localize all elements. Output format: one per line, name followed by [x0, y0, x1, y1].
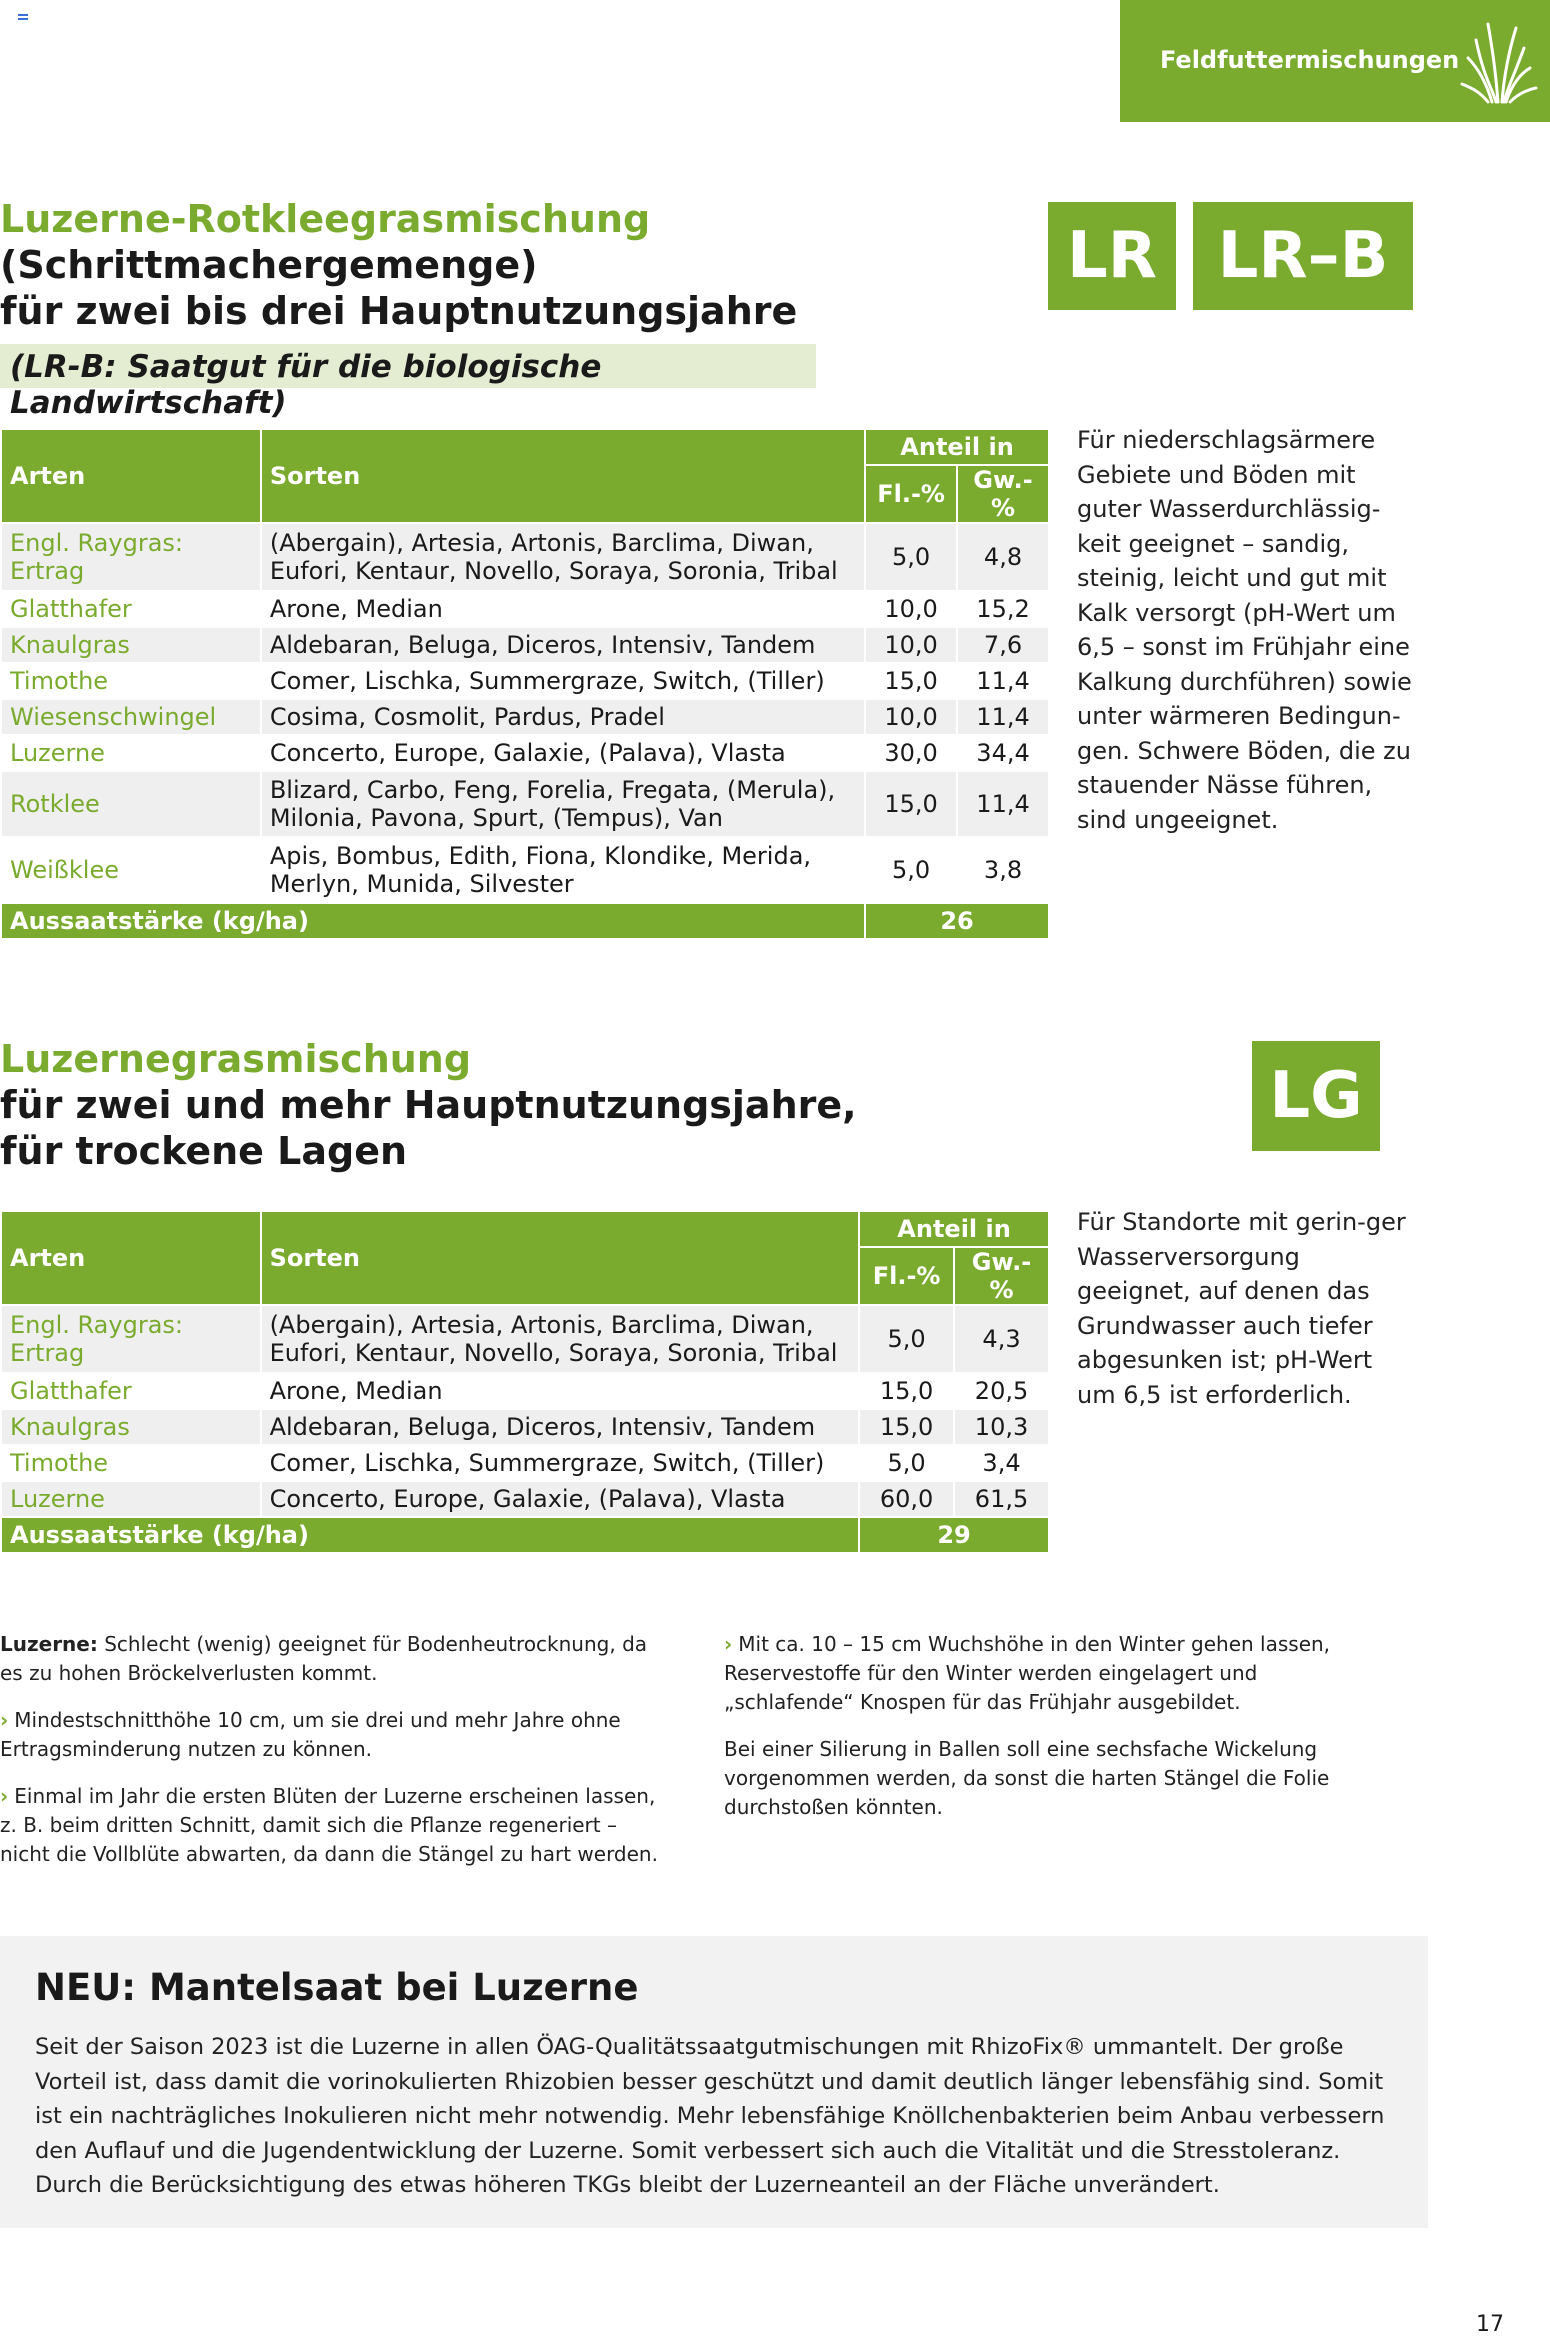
- footer-label: Aussaatstärke (kg/ha): [1, 1517, 859, 1553]
- table-footer: [1, 903, 1049, 939]
- sorten-cell: Blizard, Carbo, Feng, Forelia, Fregata, (Merula), Milonia, Pavona, Spurt, (Tempus), Van: [261, 771, 865, 837]
- fl-cell: 5,0: [859, 1305, 954, 1373]
- art-cell: Timothe: [1, 1445, 261, 1481]
- mix2-conditions: für trockene Lagen: [0, 1129, 408, 1173]
- sorten-cell: (Abergain), Artesia, Artonis, Barclima, Diwan, Eufori, Kentaur, Novello, Soraya, Soronia, Tribal: [261, 1305, 860, 1373]
- grass-plant-icon: [1458, 18, 1538, 104]
- badge-lg: LG: [1252, 1041, 1380, 1151]
- fl-cell: 10,0: [865, 627, 957, 663]
- fl-cell: 5,0: [859, 1445, 954, 1481]
- col-anteil: Anteil in: [859, 1211, 1049, 1247]
- fl-cell: 5,0: [865, 523, 957, 591]
- table-row: [1, 663, 1049, 699]
- table-row: [1, 1305, 1049, 1373]
- sorten-cell: Cosima, Cosmolit, Pardus, Pradel: [261, 699, 865, 735]
- footer-value: 26: [865, 903, 1049, 939]
- gw-cell: 4,8: [957, 523, 1049, 591]
- sorten-cell: Aldebaran, Beluga, Diceros, Intensiv, Tandem: [261, 627, 865, 663]
- table-row: [1, 591, 1049, 627]
- gw-cell: 3,4: [954, 1445, 1049, 1481]
- art-cell: Knaulgras: [1, 627, 261, 663]
- note-bullet: › Mindestschnitthöhe 10 cm, um sie drei und mehr Jahre ohne Ertragsminderung nutzen zu können.: [0, 1708, 621, 1761]
- gw-cell: 3,8: [957, 837, 1049, 903]
- col-arten: Arten: [1, 429, 261, 523]
- fl-cell: 30,0: [865, 735, 957, 771]
- gw-cell: 20,5: [954, 1373, 1049, 1409]
- table-row: [1, 1373, 1049, 1409]
- art-cell: Rotklee: [1, 771, 261, 837]
- gw-cell: 4,3: [954, 1305, 1049, 1373]
- sorten-cell: Concerto, Europe, Galaxie, (Palava), Vlasta: [261, 735, 865, 771]
- section-tab: [1120, 0, 1550, 122]
- chevron-right-icon: ›: [0, 1784, 9, 1808]
- mix2-description: Für Standorte mit gerin-ger Wasserversorgung geeignet, auf denen das Grundwasser auch tiefer abgesunken ist; pH-Wert um 6,5 ist erforderlich.: [1077, 1208, 1406, 1409]
- fl-cell: 15,0: [859, 1373, 954, 1409]
- mix1-bio-note: (LR-B: Saatgut für die biologische Landwirtschaft): [0, 344, 816, 388]
- note-bullet: › Einmal im Jahr die ersten Blüten der Luzerne erscheinen lassen, z. B. beim dritten Schnitt, damit sich die Pflanze regeneriert – nicht die Vollblüte abwarten, da dann die Stängel zu hart werden.: [0, 1784, 658, 1866]
- table-row: [1, 1481, 1049, 1517]
- table-row: [1, 523, 1049, 591]
- fl-cell: 10,0: [865, 591, 957, 627]
- sorten-cell: Concerto, Europe, Galaxie, (Palava), Vlasta: [261, 1481, 860, 1517]
- table-row: [1, 735, 1049, 771]
- art-cell: Luzerne: [1, 1481, 261, 1517]
- fl-cell: 5,0: [865, 837, 957, 903]
- box-text: Seit der Saison 2023 ist die Luzerne in allen ÖAG-Qualitätssaatgutmischungen mit RhizoFix® ummantelt. Der große Vorteil ist, dass damit die vorinokulierten Rhizobien besser geschützt und damit deutlich länger lebensfähig sind. Somit ist ein nachträgliches Inokulieren nicht mehr notwendig. Mehr lebensfähige Knöllchenbakterien beim Anbau verbessern den Auflauf und die Jugendentwicklung der Luzerne. Somit verbessert sich auch die Vitalität und die Stresstoleranz. Durch die Berücksichtigung des etwas höheren TKGs bleibt der Luzerneanteil an der Fläche unverändert.: [35, 2034, 1385, 2198]
- sorten-cell: Arone, Median: [261, 1373, 860, 1409]
- mix1-description: Für niederschlagsärmere Gebiete und Böden mit guter Wasserdurchlässig-keit geeignet – sandig, steinig, leicht und gut mit Kalk versorgt (pH-Wert um 6,5 – sonst im Frühjahr eine Kalkung durchführen) sowie unter wärmeren Bedingun-gen. Schwere Böden, die zu stauender Nässe führen, sind ungeeignet.: [1077, 426, 1412, 834]
- info-box: [0, 1936, 1428, 2228]
- badge-lr: LR: [1048, 202, 1176, 310]
- art-cell: Luzerne: [1, 735, 261, 771]
- art-cell: Engl. Raygras: Ertrag: [1, 1305, 261, 1373]
- col-arten: Arten: [1, 1211, 261, 1305]
- chevron-right-icon: ›: [0, 1708, 9, 1732]
- gw-cell: 11,4: [957, 699, 1049, 735]
- note-bullet: › Mit ca. 10 – 15 cm Wuchshöhe in den Winter gehen lassen, Reservestoffe für den Winter werden eingelagert und „schlafende“ Knospen für das Frühjahr ausgebildet.: [724, 1632, 1331, 1714]
- table-row: [1, 1409, 1049, 1445]
- col-gw: Gw.-%: [957, 465, 1049, 523]
- gw-cell: 7,6: [957, 627, 1049, 663]
- mix1-subtitle: (Schrittmachergemenge): [0, 243, 538, 287]
- sorten-cell: Arone, Median: [261, 591, 865, 627]
- chevron-right-icon: ›: [724, 1632, 733, 1656]
- col-fl: Fl.-%: [859, 1247, 954, 1305]
- gw-cell: 61,5: [954, 1481, 1049, 1517]
- table-row: [1, 771, 1049, 837]
- art-cell: Knaulgras: [1, 1409, 261, 1445]
- fl-cell: 15,0: [865, 663, 957, 699]
- badge-lr-b: LR–B: [1193, 202, 1413, 310]
- mix1-table: [0, 428, 1050, 940]
- mix1-usage: für zwei bis drei Hauptnutzungsjahre: [0, 289, 798, 333]
- gw-cell: 15,2: [957, 591, 1049, 627]
- sorten-cell: Apis, Bombus, Edith, Fiona, Klondike, Merida, Merlyn, Munida, Silvester: [261, 837, 865, 903]
- mix2-title: Luzernegrasmischung: [0, 1037, 472, 1081]
- table-row: [1, 837, 1049, 903]
- art-cell: Glatthafer: [1, 1373, 261, 1409]
- table-row: [1, 699, 1049, 735]
- notes-left: [0, 1630, 660, 1887]
- art-cell: Glatthafer: [1, 591, 261, 627]
- col-anteil: Anteil in: [865, 429, 1049, 465]
- art-cell: Wiesenschwingel: [1, 699, 261, 735]
- fl-cell: 15,0: [859, 1409, 954, 1445]
- art-cell: Engl. Raygras: Ertrag: [1, 523, 261, 591]
- fl-cell: 10,0: [865, 699, 957, 735]
- table-footer: [1, 1517, 1049, 1553]
- col-gw: Gw.-%: [954, 1247, 1049, 1305]
- col-sorten: Sorten: [261, 429, 865, 523]
- box-title: NEU: Mantelsaat bei Luzerne: [35, 1966, 639, 2009]
- table-row: [1, 627, 1049, 663]
- page-marker-icon: [18, 14, 28, 22]
- art-cell: Weißklee: [1, 837, 261, 903]
- gw-cell: 34,4: [957, 735, 1049, 771]
- fl-cell: 60,0: [859, 1481, 954, 1517]
- table-row: [1, 1445, 1049, 1481]
- gw-cell: 11,4: [957, 663, 1049, 699]
- sorten-cell: (Abergain), Artesia, Artonis, Barclima, Diwan, Eufori, Kentaur, Novello, Soraya, Soronia, Tribal: [261, 523, 865, 591]
- mix2-table: [0, 1210, 1050, 1554]
- sorten-cell: Comer, Lischka, Summergraze, Switch, (Tiller): [261, 663, 865, 699]
- col-fl: Fl.-%: [865, 465, 957, 523]
- sorten-cell: Comer, Lischka, Summergraze, Switch, (Tiller): [261, 1445, 860, 1481]
- notes-right: [724, 1630, 1344, 1840]
- mix2-usage: für zwei und mehr Hauptnutzungsjahre,: [0, 1083, 857, 1127]
- col-sorten: Sorten: [261, 1211, 860, 1305]
- gw-cell: 10,3: [954, 1409, 1049, 1445]
- mix1-title: Luzerne-Rotkleegrasmischung: [0, 197, 651, 241]
- footer-value: 29: [859, 1517, 1049, 1553]
- fl-cell: 15,0: [865, 771, 957, 837]
- page-number: 17: [1476, 2312, 1504, 2337]
- section-label: Feldfuttermischungen: [1160, 46, 1460, 74]
- note-silierung: Bei einer Silierung in Ballen soll eine sechsfache Wickelung vorgenommen werden, da sonst die harten Stängel die Folie durchstoßen könnten.: [724, 1737, 1330, 1819]
- sorten-cell: Aldebaran, Beluga, Diceros, Intensiv, Tandem: [261, 1409, 860, 1445]
- note-luzerne: Luzerne: Schlecht (wenig) geeignet für Bodenheutrocknung, da es zu hohen Bröckelverlusten kommt.: [0, 1632, 648, 1685]
- art-cell: Timothe: [1, 663, 261, 699]
- footer-label: Aussaatstärke (kg/ha): [1, 903, 865, 939]
- gw-cell: 11,4: [957, 771, 1049, 837]
